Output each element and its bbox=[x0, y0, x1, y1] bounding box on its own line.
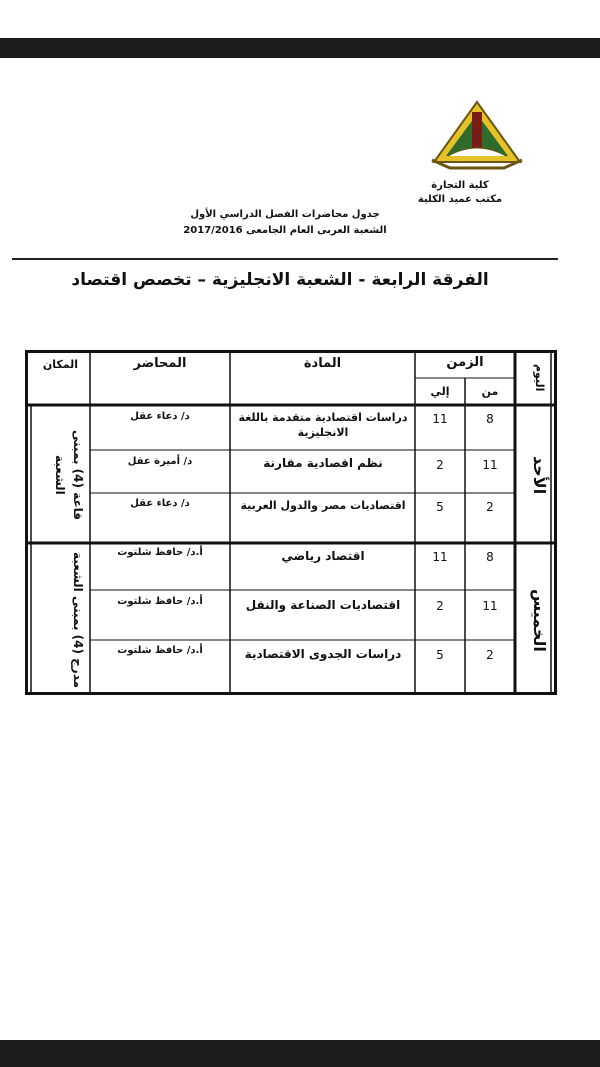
subject-cell: اقتصاديات مصر والدول العربية bbox=[240, 499, 406, 512]
header-to: إلي bbox=[430, 385, 450, 398]
time-from: 2 bbox=[486, 648, 494, 662]
time-from: 8 bbox=[486, 412, 494, 426]
time-from: 11 bbox=[482, 458, 498, 472]
time-to: 2 bbox=[436, 458, 444, 472]
header-place: المكان bbox=[42, 358, 79, 371]
subject-cell: دراسات اقتصادية متقدمة باللغة الانجليزية bbox=[238, 411, 408, 439]
lecturer-cell: أ.د/ حافظ شلتوت bbox=[117, 596, 203, 607]
header-lecturer: المحاضر bbox=[133, 356, 187, 371]
header-time: الزمن bbox=[446, 355, 484, 370]
time-to: 5 bbox=[436, 500, 444, 514]
time-from: 8 bbox=[486, 550, 494, 564]
header-subject: المادة bbox=[303, 356, 342, 371]
day-label: الخميس bbox=[530, 588, 549, 652]
table-grid bbox=[25, 350, 557, 695]
time-from: 11 bbox=[482, 599, 498, 613]
schedule-table bbox=[25, 350, 557, 695]
time-from: 2 bbox=[486, 500, 494, 514]
lecturer-cell: د/ أميرة عقل bbox=[127, 456, 193, 467]
main-title: الفرقة الرابعة - الشعبة الانجليزية – تخصص اقتصاد bbox=[71, 270, 489, 290]
time-to: 11 bbox=[432, 412, 448, 426]
university-logo bbox=[430, 100, 524, 170]
lecturer-cell: أ.د/ حافظ شلتوت bbox=[117, 645, 203, 656]
subject-cell: اقتصاد رياضي bbox=[281, 549, 365, 563]
day-label: الأحد bbox=[530, 455, 549, 495]
lecturer-cell: أ.د/ حافظ شلتوت bbox=[117, 547, 203, 558]
schedule-title: جدول محاضرات الفصل الدراسي الأول bbox=[190, 209, 380, 220]
place-label: قاعة (4) بمبنى الشعبة bbox=[53, 429, 85, 520]
header-from: من bbox=[481, 385, 499, 398]
subject-cell: نظم اقصادية مقارنة bbox=[263, 456, 383, 470]
bottom-bar bbox=[0, 1040, 600, 1067]
lecturer-cell: د/ دعاء عقل bbox=[130, 411, 190, 422]
subject-cell: دراسات الجدوى الاقتصادية bbox=[244, 647, 402, 661]
lecturer-cell: د/ دعاء عقل bbox=[130, 498, 190, 509]
time-to: 2 bbox=[436, 599, 444, 613]
top-bar bbox=[0, 38, 600, 58]
faculty-name: كلية التجارة bbox=[431, 180, 489, 191]
dean-office: مكتب عميد الكلية bbox=[417, 194, 503, 205]
time-to: 11 bbox=[432, 550, 448, 564]
division-year: الشعبة العربى العام الجامعى 2017/2016 bbox=[183, 225, 387, 236]
subject-cell: اقتصاديات الصناعة والنقل bbox=[245, 598, 401, 612]
time-to: 5 bbox=[436, 648, 444, 662]
place-label: مدرج (4) بمبنى الشعبة bbox=[71, 551, 85, 689]
header-divider bbox=[12, 258, 558, 260]
header-day: اليوم bbox=[533, 364, 546, 392]
